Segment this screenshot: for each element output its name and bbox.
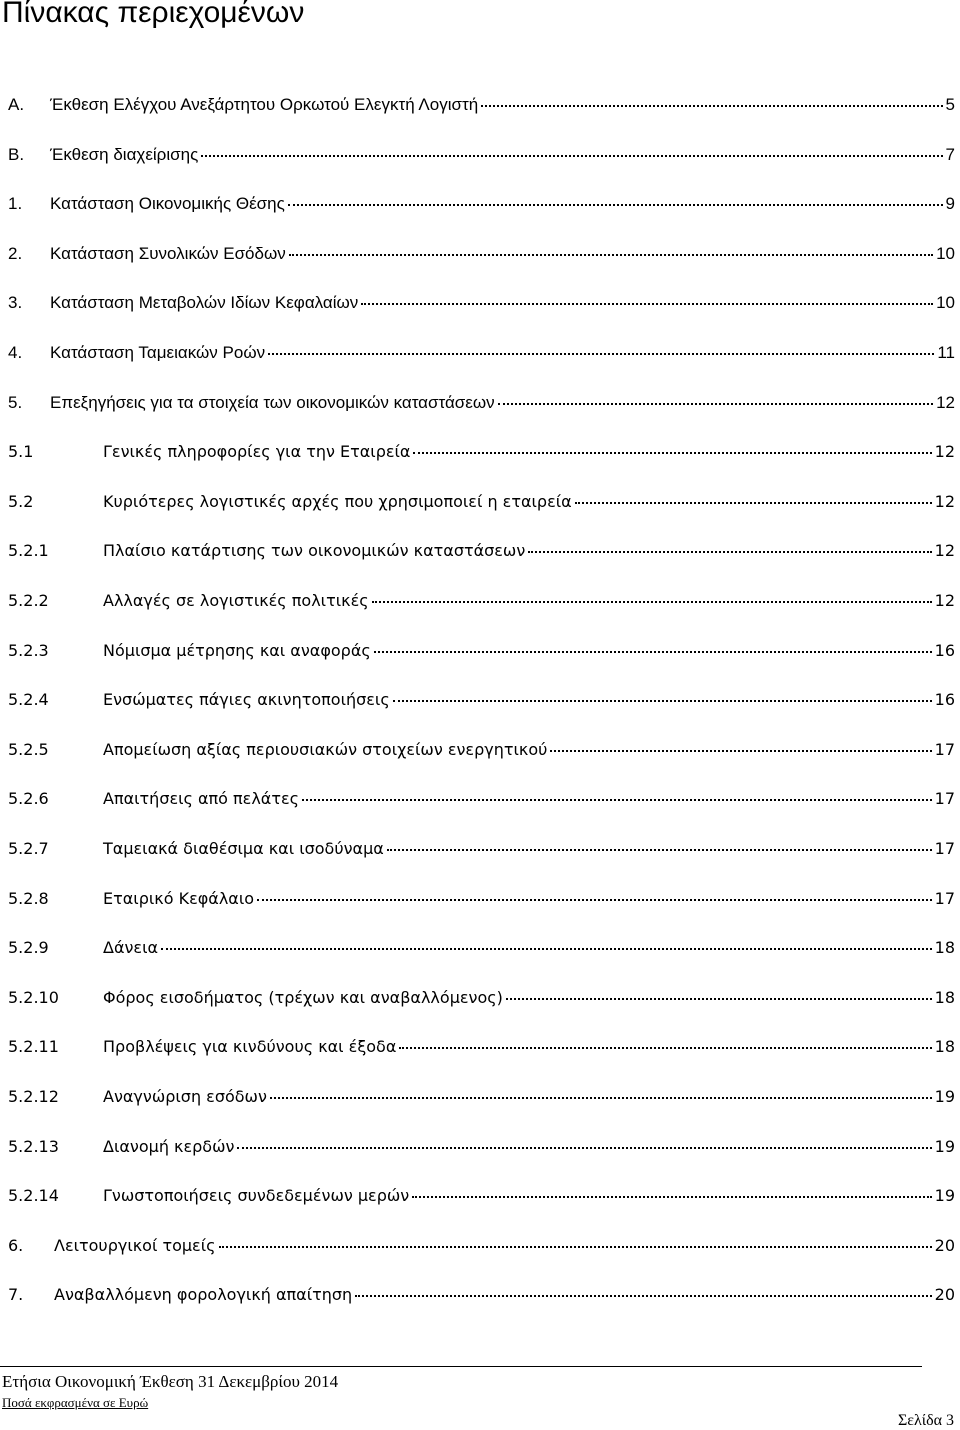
toc-entry[interactable] bbox=[8, 641, 955, 660]
toc-entry-label: Απομείωση αξίας περιουσιακών στοιχείων ενεργητικού bbox=[103, 739, 548, 759]
toc-entry-label: Αναγνώριση εσόδων bbox=[103, 1087, 267, 1106]
toc-entry-page: 12 bbox=[934, 541, 955, 561]
toc-entry-label: Έκθεση Ελέγχου Ανεξάρτητου Ορκωτού Ελεγκτή Λογιστή bbox=[50, 95, 479, 114]
toc-entry-label: Διανομή κερδών bbox=[103, 1136, 235, 1156]
toc-leader-dots bbox=[374, 651, 932, 653]
toc-entry[interactable] bbox=[8, 1087, 955, 1106]
footer-currency-note: Ποσά εκφρασμένα σε Ευρώ bbox=[2, 1395, 149, 1410]
toc-entry-label: Δάνεια bbox=[103, 938, 159, 958]
toc-entry-number: 5. bbox=[8, 392, 23, 412]
toc-entry-label: Έκθεση διαχείρισης bbox=[50, 144, 199, 164]
toc-entry[interactable] bbox=[8, 393, 955, 413]
toc-entry-number: Β. bbox=[8, 144, 25, 164]
toc-entry-page: 18 bbox=[934, 938, 955, 958]
toc-entry-number: 5.2.13 bbox=[8, 1136, 59, 1156]
toc-entry-number: 5.2.11 bbox=[8, 1037, 59, 1057]
toc-entry[interactable] bbox=[8, 938, 955, 957]
toc-entry-label: Γνωστοποιήσεις συνδεδεμένων μερών bbox=[103, 1186, 410, 1206]
toc-entry-page: 9 bbox=[945, 194, 955, 214]
toc-entry-page: 12 bbox=[936, 392, 955, 412]
toc-entry[interactable] bbox=[8, 690, 955, 709]
toc-leader-dots bbox=[257, 899, 932, 901]
toc-entry-number: 5.2.6 bbox=[8, 789, 49, 809]
toc-entry[interactable] bbox=[8, 740, 955, 759]
toc-entry-label: Κατάσταση Ταμειακών Ροών bbox=[50, 343, 266, 362]
toc-entry[interactable] bbox=[8, 492, 955, 511]
toc-entry-label: Κυριότερες λογιστικές αρχές που χρησιμοποιεί η εταιρεία bbox=[103, 491, 572, 511]
toc-entry-number: 5.2.7 bbox=[8, 839, 49, 858]
toc-entry-page: 19 bbox=[934, 1186, 955, 1206]
toc-entry-label: Κατάσταση Οικονομικής Θέσης bbox=[50, 194, 285, 214]
toc-entry-label: Φόρος εισοδήματος (τρέχων και αναβαλλόμενος) bbox=[103, 987, 503, 1007]
toc-entry-number: 5.2.14 bbox=[8, 1186, 59, 1206]
toc-entry[interactable] bbox=[8, 1037, 955, 1056]
toc-entry-page: 20 bbox=[934, 1285, 955, 1305]
toc-entry-label: Ενσώματες πάγιες ακινητοποιήσεις bbox=[103, 690, 390, 710]
toc-entry[interactable] bbox=[8, 591, 955, 610]
toc-entry-page: 19 bbox=[934, 1087, 955, 1106]
toc-entry-number: 3. bbox=[8, 293, 23, 313]
footer-page-number: Σελίδα 3 bbox=[897, 1412, 954, 1429]
toc-entry-number: 5.2 bbox=[8, 491, 34, 511]
toc-entry-label: Κατάσταση Μεταβολών Ιδίων Κεφαλαίων bbox=[50, 293, 359, 313]
toc-leader-dots bbox=[528, 551, 931, 553]
toc-leader-dots bbox=[289, 254, 933, 256]
toc-entry[interactable] bbox=[8, 988, 955, 1007]
toc-leader-dots bbox=[237, 1147, 931, 1149]
toc-leader-dots bbox=[498, 403, 933, 405]
toc-leader-dots bbox=[399, 1047, 931, 1049]
toc-entry-label: Νόμισμα μέτρησης και αναφοράς bbox=[103, 640, 371, 660]
toc-entry-number: 5.2.3 bbox=[8, 640, 49, 660]
toc-entry-page: 5 bbox=[945, 95, 955, 114]
toc-leader-dots bbox=[302, 799, 932, 801]
toc-leader-dots bbox=[387, 849, 932, 851]
toc-entry-number: 5.2.9 bbox=[8, 938, 49, 958]
toc-entry-page: 12 bbox=[934, 591, 955, 610]
toc-leader-dots bbox=[268, 353, 934, 355]
toc-entry[interactable] bbox=[8, 194, 955, 214]
toc-leader-dots bbox=[481, 105, 942, 107]
toc-entry[interactable] bbox=[8, 95, 955, 115]
toc-entry-number: 5.2.12 bbox=[8, 1087, 59, 1106]
toc-entry-number: 1. bbox=[8, 194, 23, 214]
toc-entry[interactable] bbox=[8, 1186, 955, 1205]
toc-entry-label: Πλαίσιο κατάρτισης των οικονομικών καταστάσεων bbox=[103, 541, 526, 561]
toc-entry-number: 2. bbox=[8, 243, 23, 263]
toc-entry-label: Κατάσταση Συνολικών Εσόδων bbox=[50, 243, 286, 263]
toc-leader-dots bbox=[201, 155, 942, 157]
toc-entry-label: Προβλέψεις για κινδύνους και έξοδα bbox=[103, 1037, 397, 1057]
toc-leader-dots bbox=[270, 1097, 932, 1099]
toc-leader-dots bbox=[219, 1246, 932, 1248]
toc-entry-page: 17 bbox=[934, 839, 955, 858]
toc-entry-number: 7. bbox=[8, 1285, 24, 1305]
toc-entry[interactable] bbox=[8, 244, 955, 264]
toc-leader-dots bbox=[575, 502, 932, 504]
toc-entry[interactable] bbox=[8, 541, 955, 560]
toc-entry-page: 11 bbox=[937, 343, 955, 362]
toc-entry[interactable] bbox=[8, 839, 955, 858]
toc-entry-number: 5.2.2 bbox=[8, 591, 49, 610]
toc-entry[interactable] bbox=[8, 789, 955, 808]
toc-entry-number: 5.2.4 bbox=[8, 690, 49, 710]
toc-entry[interactable] bbox=[8, 442, 955, 461]
toc-entry[interactable] bbox=[8, 343, 955, 363]
toc-entry-page: 10 bbox=[936, 243, 955, 263]
toc-entry-number: 5.1 bbox=[8, 442, 34, 462]
toc-leader-dots bbox=[506, 998, 932, 1000]
toc-entry[interactable] bbox=[8, 145, 955, 165]
toc-entry-number: 5.2.10 bbox=[8, 987, 59, 1007]
toc-entry-number: 5.2.1 bbox=[8, 541, 49, 561]
toc-entry-label: Αναβαλλόμενη φορολογική απαίτηση bbox=[54, 1285, 353, 1305]
toc-entry-number: 5.2.8 bbox=[8, 888, 49, 908]
toc-entry-label: Ταμειακά διαθέσιμα και ισοδύναμα bbox=[103, 839, 384, 858]
toc-entry-page: 17 bbox=[934, 739, 955, 759]
toc-entry[interactable] bbox=[8, 1236, 955, 1255]
toc-entry[interactable] bbox=[8, 293, 955, 313]
footer-divider bbox=[0, 1366, 922, 1367]
toc-entry-page: 12 bbox=[934, 491, 955, 511]
toc-entry-label: Λειτουργικοί τομείς bbox=[54, 1235, 216, 1255]
toc-entry-page: 17 bbox=[934, 888, 955, 908]
toc-leader-dots bbox=[355, 1295, 931, 1297]
toc-entry-page: 17 bbox=[934, 789, 955, 809]
page-title: Πίνακας περιεχομένων bbox=[2, 0, 305, 29]
toc-leader-dots bbox=[361, 303, 933, 305]
toc-leader-dots bbox=[413, 452, 931, 454]
toc-leader-dots bbox=[393, 700, 932, 702]
footer-report-title: Ετήσια Οικονομική Έκθεση 31 Δεκεμβρίου 2014 bbox=[2, 1372, 339, 1391]
toc-entry-page: 19 bbox=[934, 1136, 955, 1156]
toc-entry-label: Εταιρικό Κεφάλαιο bbox=[103, 888, 255, 908]
toc-entry-label: Απαιτήσεις από πελάτες bbox=[103, 789, 300, 809]
toc-entry-number: 4. bbox=[8, 343, 23, 362]
toc-entry-label: Γενικές πληροφορίες για την Εταιρεία bbox=[103, 442, 411, 462]
toc-entry-page: 18 bbox=[934, 1037, 955, 1057]
toc-entry-number: 5.2.5 bbox=[8, 739, 49, 759]
toc-entry[interactable] bbox=[8, 889, 955, 908]
toc-entry[interactable] bbox=[8, 1137, 955, 1156]
toc-entry-label: Αλλαγές σε λογιστικές πολιτικές bbox=[103, 591, 369, 610]
toc-entry-label: Επεξηγήσεις για τα στοιχεία των οικονομικών καταστάσεων bbox=[50, 392, 495, 412]
toc-leader-dots bbox=[288, 204, 943, 206]
toc-leader-dots bbox=[161, 948, 932, 950]
toc-entry-page: 16 bbox=[934, 640, 955, 660]
toc-entry-page: 7 bbox=[945, 144, 955, 164]
toc-entry-page: 16 bbox=[934, 690, 955, 710]
toc-entry-page: 20 bbox=[934, 1235, 955, 1255]
toc-entry[interactable] bbox=[8, 1285, 955, 1304]
toc-leader-dots bbox=[550, 750, 931, 752]
toc-entry-page: 10 bbox=[936, 293, 955, 313]
toc-entry-page: 18 bbox=[934, 987, 955, 1007]
toc-entry-number: 6. bbox=[8, 1235, 24, 1255]
toc-entry-number: Α. bbox=[8, 95, 25, 114]
toc-leader-dots bbox=[372, 601, 932, 603]
toc-entry-page: 12 bbox=[934, 442, 955, 462]
toc-leader-dots bbox=[412, 1196, 931, 1198]
